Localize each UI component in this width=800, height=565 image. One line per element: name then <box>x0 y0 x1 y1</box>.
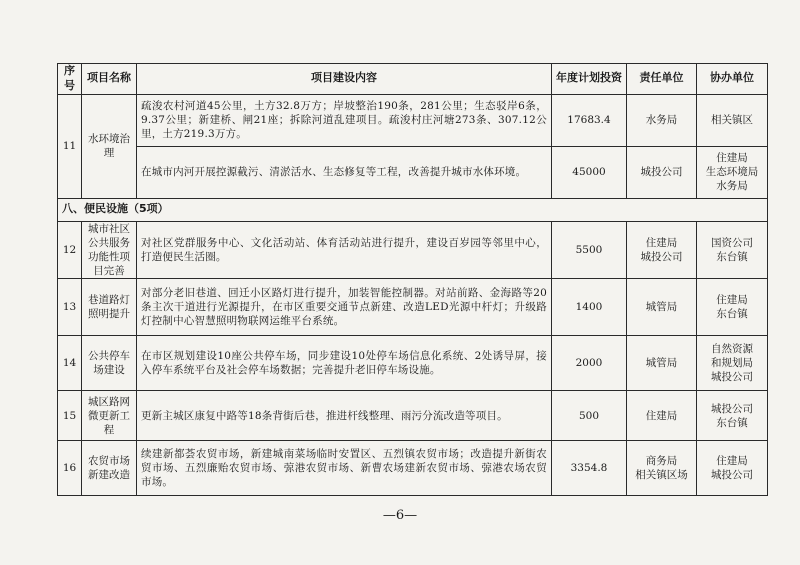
row-name: 农贸市场新建改造 <box>82 441 137 496</box>
header-name: 项目名称 <box>82 64 137 95</box>
row-content: 对部分老旧巷道、回迁小区路灯进行提升，加装智能控制器。对站前路、金海路等20条主次干道进行光源提升，在市区重要交通节点新建、改造LED光源中杆灯；升级路灯控制中心智慧照明物联网运维平台系统。 <box>137 279 552 336</box>
section-row <box>58 198 768 221</box>
row11b-content: 在城市内河开展控源截污、清淤活水、生态修复等工程，改善提升城市水体环境。 <box>137 146 552 198</box>
row11-no: 11 <box>58 94 82 198</box>
row-no: 13 <box>58 279 82 336</box>
table-row <box>58 146 768 198</box>
row11b-responsible: 城投公司 <box>627 146 697 198</box>
row-content: 续建新都荟农贸市场，新建城南菜场临时安置区、五烈镇农贸市场；改造提升新街农贸市场、五烈廉贻农贸市场、弶港农贸市场、新曹农场建新农贸市场、弶港农场农贸市场。 <box>137 441 552 496</box>
table-row <box>58 94 768 146</box>
row-investment: 1400 <box>552 279 627 336</box>
row-assist: 住建局 东台镇 <box>697 279 768 336</box>
row-name: 城区路网微更新工程 <box>82 391 137 441</box>
row-responsible: 城管局 <box>627 279 697 336</box>
row-no: 15 <box>58 391 82 441</box>
row-name: 城市社区公共服务功能性项目完善 <box>82 221 137 279</box>
table-row <box>58 221 768 279</box>
row-no: 14 <box>58 336 82 391</box>
row-no: 16 <box>58 441 82 496</box>
project-table <box>57 63 768 496</box>
row-assist: 自然资源 和规划局 城投公司 <box>697 336 768 391</box>
row-name: 公共停车场建设 <box>82 336 137 391</box>
header-assist: 协办单位 <box>697 64 768 95</box>
table-row <box>58 336 768 391</box>
row11a-responsible: 水务局 <box>627 94 697 146</box>
row-responsible: 城管局 <box>627 336 697 391</box>
row-content: 对社区党群服务中心、文化活动站、体育活动站进行提升，建设百岁园等邻里中心，打造便民生活圈。 <box>137 221 552 279</box>
row11a-content: 疏浚农村河道45公里，土方32.8万方；岸坡整治190条，281公里；生态驳岸6条，9.37公里；新建桥、闸21座；拆除河道乱建项目。疏浚村庄河塘273条、307.12公里，土方219.3万方。 <box>137 94 552 146</box>
row11b-assist: 住建局 生态环境局 水务局 <box>697 146 768 198</box>
header-content: 项目建设内容 <box>137 64 552 95</box>
row-assist: 城投公司 东台镇 <box>697 391 768 441</box>
row-assist: 住建局 城投公司 <box>697 441 768 496</box>
header-no: 序号 <box>58 64 82 95</box>
row11-name: 水环境治理 <box>82 94 137 198</box>
page-number: —6— <box>382 508 418 523</box>
row-responsible: 住建局 城投公司 <box>627 221 697 279</box>
row-content: 更新主城区康复中路等18条背街后巷，推进杆线整理、雨污分流改造等项目。 <box>137 391 552 441</box>
row-responsible: 商务局 相关镇区场 <box>627 441 697 496</box>
row-assist: 国资公司 东台镇 <box>697 221 768 279</box>
row-responsible: 住建局 <box>627 391 697 441</box>
header-investment: 年度计划投资 <box>552 64 627 95</box>
row-name: 巷道路灯照明提升 <box>82 279 137 336</box>
row-investment: 500 <box>552 391 627 441</box>
table-row <box>58 279 768 336</box>
row11a-assist: 相关镇区 <box>697 94 768 146</box>
row11a-investment: 17683.4 <box>552 94 627 146</box>
section-title: 八、便民设施（5项） <box>58 198 768 221</box>
table-row <box>58 391 768 441</box>
table-header-row <box>58 64 768 95</box>
header-responsible: 责任单位 <box>627 64 697 95</box>
row-investment: 3354.8 <box>552 441 627 496</box>
table-row <box>58 441 768 496</box>
row-content: 在市区规划建设10座公共停车场，同步建设10处停车场信息化系统、2处诱导屏，接入停车系统平台及社会停车场数据；完善提升老旧停车场设施。 <box>137 336 552 391</box>
row-investment: 5500 <box>552 221 627 279</box>
row11b-investment: 45000 <box>552 146 627 198</box>
row-no: 12 <box>58 221 82 279</box>
row-investment: 2000 <box>552 336 627 391</box>
